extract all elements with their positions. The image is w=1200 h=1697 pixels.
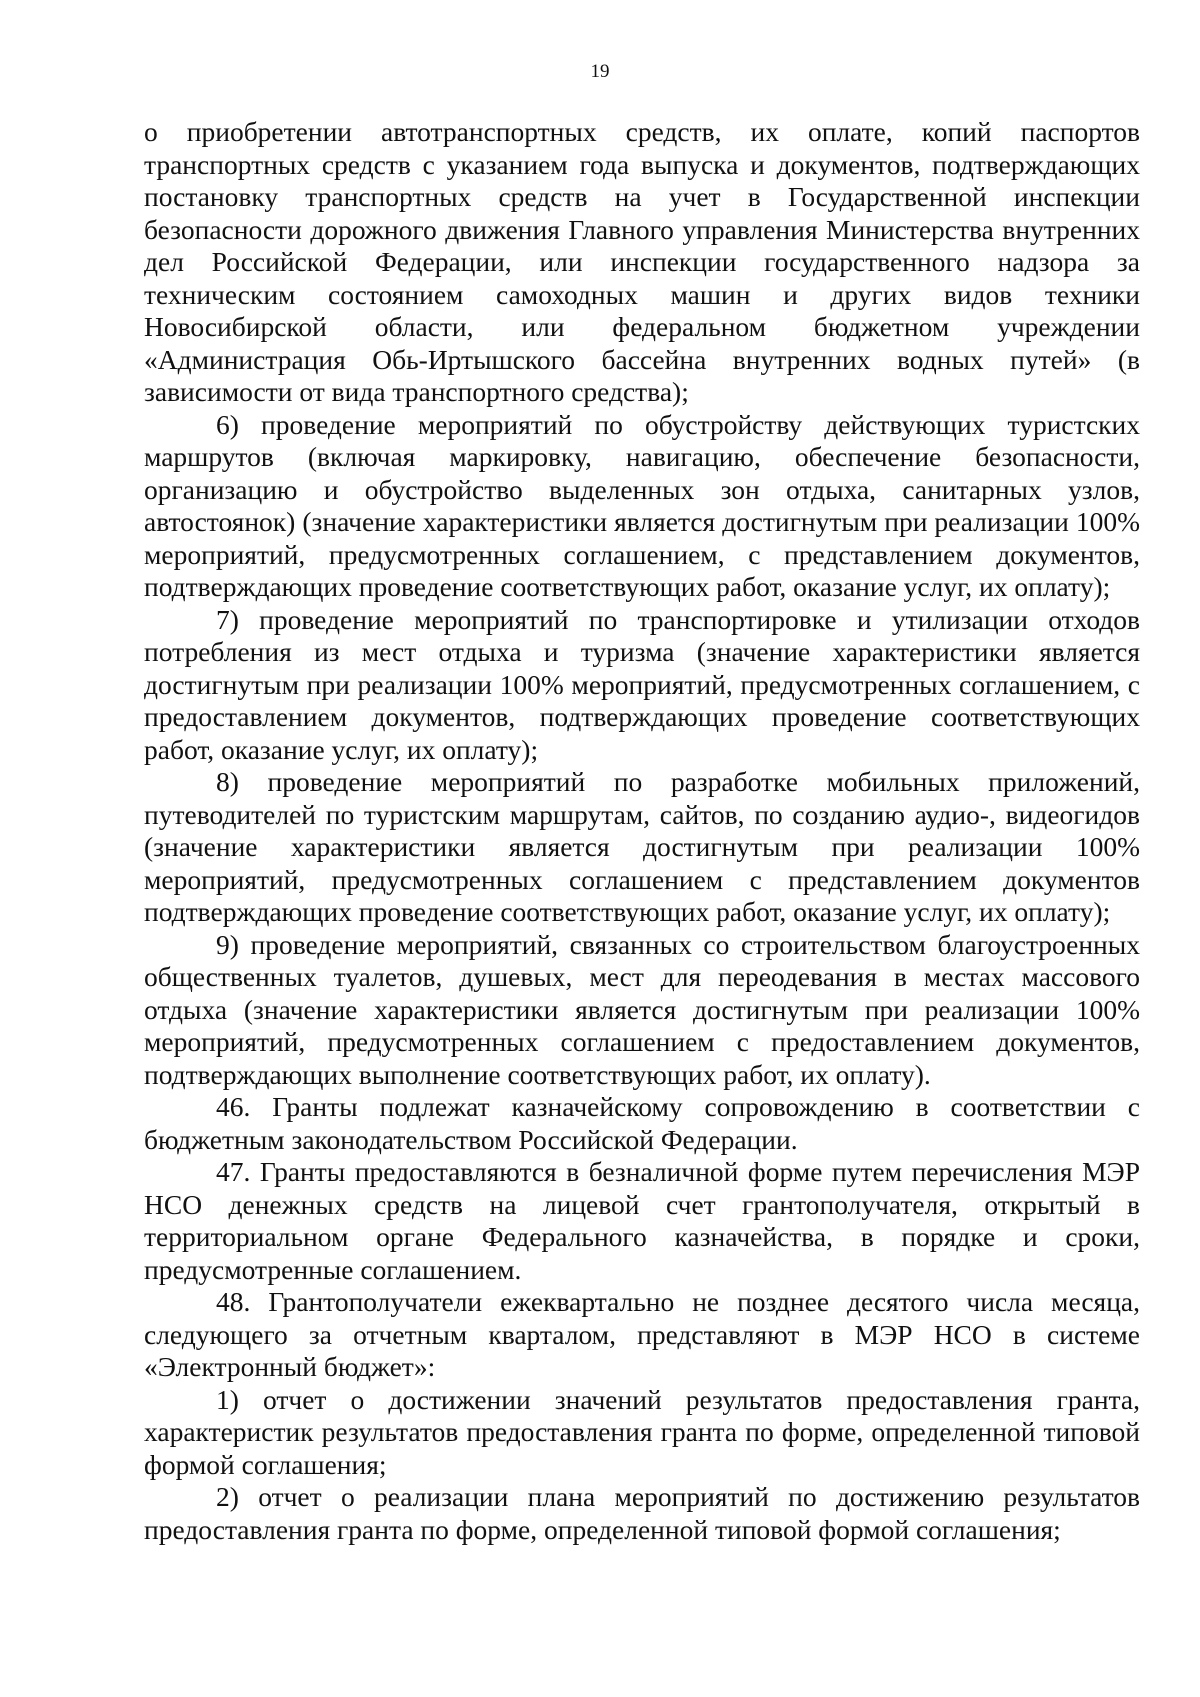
paragraph-item-6-tourist-routes: 6) проведение мероприятий по обустройству действующих туристских маршрутов (включая маркировку, навигацию, обеспечение безопасности, организацию и обустройство выделенных зон отдыха, санитарных узлов, автостоянок) (значение характеристики является достигнутым при реализации 100% мероприятий, предусмотренных соглашением, с представлением документов, подтверждающих проведение соответствующих работ, оказание услуг, их оплату); bbox=[144, 408, 1140, 602]
paragraph-item-9-public-facilities: 9) проведение мероприятий, связанных со строительством благоустроенных общественных туалетов, душевых, мест для переодевания в местах массового отдыха (значение характеристики является достигнутым при реализации 100% мероприятий, предусмотренных соглашением с предоставлением документов, подтверждающих выполнение соответствующих работ, их оплату). bbox=[144, 928, 1140, 1090]
paragraph-report-item-2: 2) отчет о реализации плана мероприятий по достижению результатов предоставления гранта по форме, определенной типовой формой соглашения; bbox=[144, 1481, 1140, 1545]
paragraph-clause-48: 48. Грантополучатели ежеквартально не позднее десятого числа месяца, следующего за отчетным кварталом, представляют в МЭР НСО в системе «Электронный бюджет»: bbox=[144, 1286, 1140, 1382]
document-body bbox=[144, 116, 1140, 1546]
paragraph-clause-47: 47. Гранты предоставляются в безналичной форме путем перечисления МЭР НСО денежных средств на лицевой счет грантополучателя, открытый в территориальном органе Федерального казначейства, в порядке и сроки, предусмотренные соглашением. bbox=[144, 1156, 1140, 1285]
paragraph-vehicle-documents: о приобретении автотранспортных средств, их оплате, копий паспортов транспортных средств с указанием года выпуска и документов, подтверждающих постановку транспортных средств на учет в Государственной инспекции безопасности дорожного движения Главного управления Министерства внутренних дел Российской Федерации, или инспекции государственного надзора за техническим состоянием самоходных машин и других видов техники Новосибирской области, или федеральном бюджетном учреждении «Администрация Обь-Иртышского бассейна внутренних водных путей» (в зависимости от вида транспортного средства); bbox=[144, 116, 1140, 407]
paragraph-clause-46: 46. Гранты подлежат казначейскому сопровождению в соответствии с бюджетным законодательством Российской Федерации. bbox=[144, 1091, 1140, 1155]
paragraph-report-item-1: 1) отчет о достижении значений результатов предоставления гранта, характеристик результатов предоставления гранта по форме, определенной типовой формой соглашения; bbox=[144, 1383, 1140, 1480]
page-number: 19 bbox=[590, 61, 610, 82]
paragraph-item-8-mobile-apps: 8) проведение мероприятий по разработке мобильных приложений, путеводителей по туристским маршрутам, сайтов, по созданию аудио-, видеогидов (значение характеристики является достигнутым при реализации 100% мероприятий, предусмотренных соглашением с представлением документов подтверждающих проведение соответствующих работ, оказание услуг, их оплату); bbox=[144, 766, 1140, 927]
paragraph-item-7-waste-disposal: 7) проведение мероприятий по транспортировке и утилизации отходов потребления из мест отдыха и туризма (значение характеристики является достигнутым при реализации 100% мероприятий, предусмотренных соглашением, с предоставлением документов, подтверждающих проведение соответствующих работ, оказание услуг, их оплату); bbox=[144, 603, 1140, 765]
